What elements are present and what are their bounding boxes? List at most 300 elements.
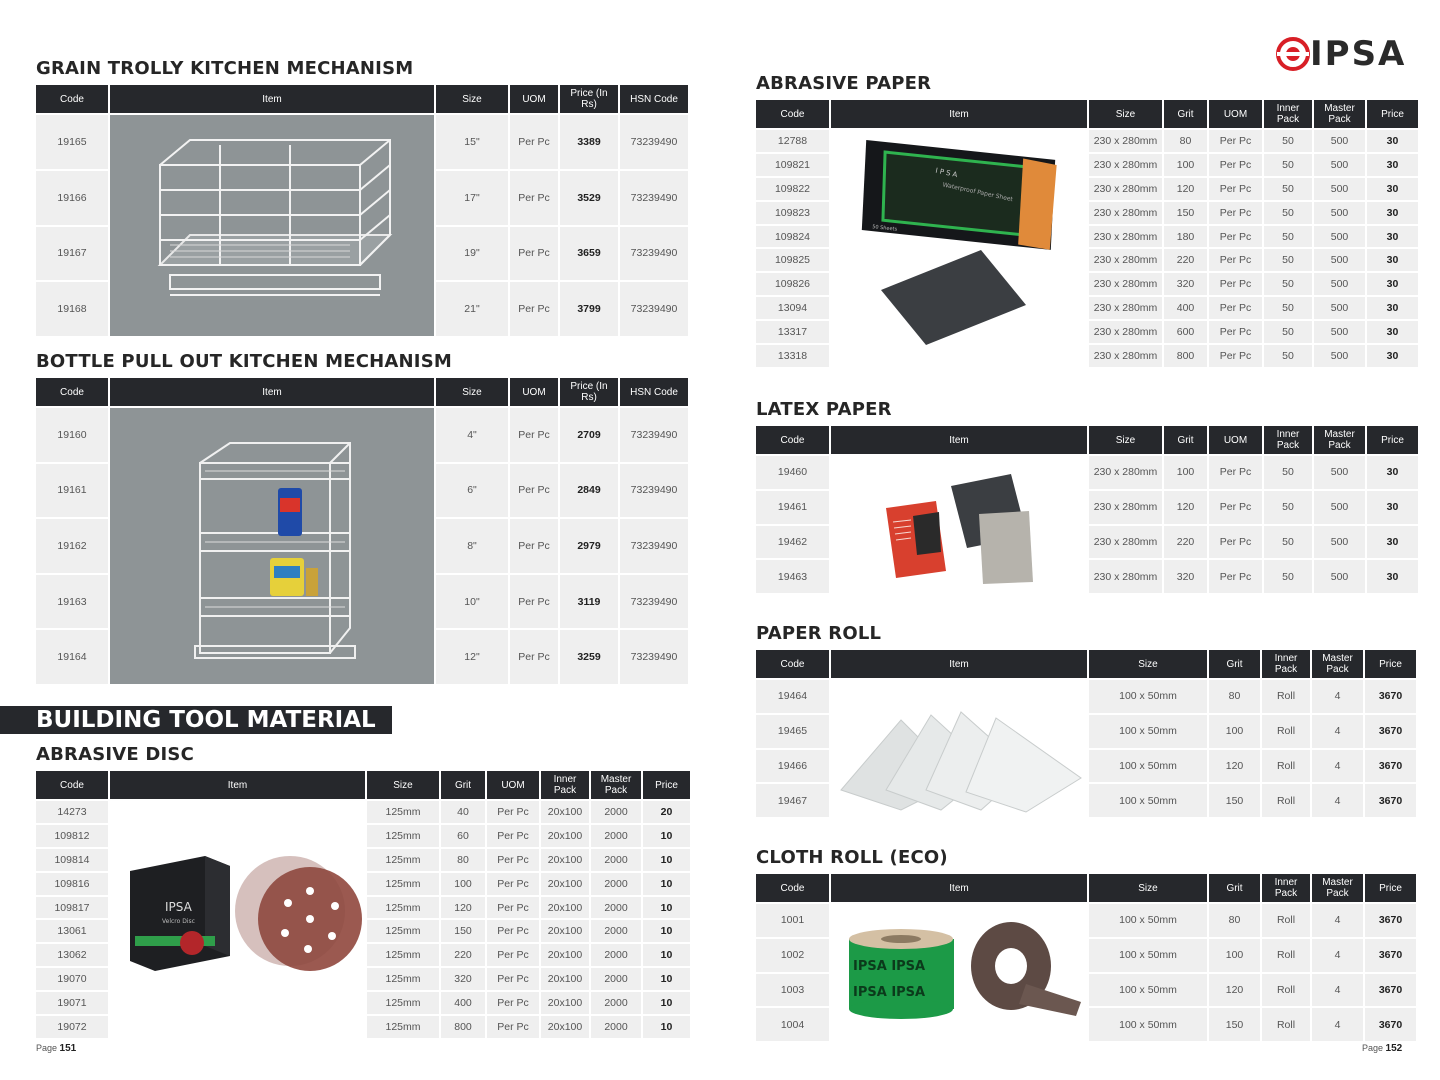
- cell-inner-pack: 20x100: [541, 801, 589, 823]
- col-header-size: Size: [1089, 100, 1162, 128]
- latex-paper-title: LATEX PAPER: [756, 399, 892, 420]
- abrasive-disc-table: [34, 769, 692, 1040]
- cell-uom: Per Pc: [1209, 526, 1262, 559]
- cell-uom: Per Pc: [510, 630, 558, 684]
- cell-grit: 400: [1164, 297, 1207, 319]
- cell-code: 13318: [756, 345, 829, 367]
- cell-code: 109824: [756, 226, 829, 248]
- cell-hsn: 73239490: [620, 519, 688, 573]
- cell-master-pack: 2000: [591, 801, 641, 823]
- cell-price: 30: [1367, 526, 1418, 559]
- cell-code: 19463: [756, 560, 829, 593]
- cell-code: 19460: [756, 456, 829, 489]
- cell-master-pack: 2000: [591, 944, 641, 966]
- col-header-code: Code: [756, 650, 829, 678]
- cell-code: 109812: [36, 825, 108, 847]
- ipsa-logo-icon: [1276, 36, 1310, 72]
- cell-master-pack: 500: [1314, 321, 1365, 343]
- cell-code: 109817: [36, 897, 108, 919]
- cell-grit: 400: [441, 992, 485, 1014]
- col-header-master-pack: Master Pack: [591, 771, 641, 799]
- cell-price: 2709: [560, 408, 618, 462]
- col-header-master-pack: Master Pack: [1314, 426, 1365, 454]
- bottle-pull-out-rack-image: [110, 408, 434, 681]
- col-header-inner-pack: Inner Pack: [1262, 650, 1310, 678]
- cell-code: 19462: [756, 526, 829, 559]
- cell-uom: Per Pc: [1209, 345, 1262, 367]
- col-header-inner-pack: Inner Pack: [541, 771, 589, 799]
- abrasive-paper-title: ABRASIVE PAPER: [756, 73, 932, 94]
- cell-size: 100 x 50mm: [1089, 715, 1207, 748]
- cell-master-pack: 2000: [591, 920, 641, 942]
- cell-inner-pack: 20x100: [541, 920, 589, 942]
- cell-grit: 80: [1209, 680, 1260, 713]
- abrasive-disc-product-image: [110, 801, 365, 1035]
- cell-hsn: 73239490: [620, 464, 688, 518]
- cell-inner-pack: 50: [1264, 456, 1312, 489]
- cell-code: 19070: [36, 968, 108, 990]
- cell-inner-pack: Roll: [1262, 939, 1310, 972]
- cell-hsn: 73239490: [620, 408, 688, 462]
- cell-uom: Per Pc: [487, 873, 539, 895]
- cell-inner-pack: Roll: [1262, 680, 1310, 713]
- cell-inner-pack: Roll: [1262, 715, 1310, 748]
- cell-uom: Per Pc: [510, 227, 558, 281]
- cell-size: 100 x 50mm: [1089, 750, 1207, 783]
- cloth-roll-table: [754, 872, 1418, 1043]
- cell-inner-pack: 20x100: [541, 849, 589, 871]
- cell-code: 109814: [36, 849, 108, 871]
- cell-code: 19465: [756, 715, 829, 748]
- cell-size: 230 x 280mm: [1089, 491, 1162, 524]
- cell-price: 30: [1367, 178, 1418, 200]
- col-header-price: Price (In Rs): [560, 378, 618, 406]
- cell-hsn: 73239490: [620, 227, 688, 281]
- cloth-roll-product-image: [831, 904, 1087, 1038]
- cell-price: 30: [1367, 130, 1418, 152]
- cell-master-pack: 4: [1312, 904, 1363, 937]
- cell-price: 30: [1367, 202, 1418, 224]
- disc-box-label: Velcro Disc: [162, 918, 195, 925]
- col-header-price: Price (In Rs): [560, 85, 618, 113]
- cell-price: 10: [643, 825, 690, 847]
- cell-code: 19160: [36, 408, 108, 462]
- grain-trolly-basket-image: [110, 115, 434, 333]
- cell-inner-pack: 50: [1264, 526, 1312, 559]
- cell-master-pack: 500: [1314, 560, 1365, 593]
- cell-grit: 100: [1209, 939, 1260, 972]
- bottle-pull-out-image: [110, 408, 434, 684]
- col-header-code: Code: [36, 85, 108, 113]
- bottle-pull-out-table: [34, 376, 690, 686]
- col-header-grit: Grit: [1209, 650, 1260, 678]
- cell-size: 10": [436, 575, 508, 629]
- cell-price: 10: [643, 968, 690, 990]
- cell-uom: Per Pc: [1209, 491, 1262, 524]
- col-header-item: Item: [831, 426, 1087, 454]
- cell-grit: 120: [1209, 750, 1260, 783]
- grain-trolly-image: [110, 115, 434, 336]
- paper-roll-image: [831, 680, 1087, 817]
- cell-grit: 120: [441, 897, 485, 919]
- cell-uom: Per Pc: [510, 575, 558, 629]
- col-header-size: Size: [436, 378, 508, 406]
- cell-size: 125mm: [367, 1016, 439, 1038]
- table-row: [756, 130, 1418, 152]
- cell-code: 19163: [36, 575, 108, 629]
- col-header-inner-pack: Inner Pack: [1264, 426, 1312, 454]
- cell-grit: 60: [441, 825, 485, 847]
- cell-uom: Per Pc: [487, 1016, 539, 1038]
- cell-grit: 100: [1164, 154, 1207, 176]
- col-header-uom: UOM: [510, 85, 558, 113]
- cell-uom: Per Pc: [1209, 297, 1262, 319]
- col-header-inner-pack: Inner Pack: [1264, 100, 1312, 128]
- grain-trolly-title: GRAIN TROLLY KITCHEN MECHANISM: [36, 58, 414, 79]
- cell-code: 14273: [36, 801, 108, 823]
- col-header-price: Price: [1367, 100, 1418, 128]
- cell-master-pack: 2000: [591, 873, 641, 895]
- paper-roll-product-image: [831, 680, 1087, 814]
- ipsa-logo-text: IPSA: [1310, 34, 1407, 74]
- cell-price: 3119: [560, 575, 618, 629]
- cell-inner-pack: 50: [1264, 226, 1312, 248]
- cell-price: 10: [643, 992, 690, 1014]
- cell-size: 230 x 280mm: [1089, 178, 1162, 200]
- col-header-item: Item: [110, 378, 434, 406]
- cell-price: 3259: [560, 630, 618, 684]
- cell-inner-pack: 50: [1264, 249, 1312, 271]
- page-label: Page: [1362, 1043, 1384, 1053]
- col-header-grit: Grit: [1164, 426, 1207, 454]
- cell-price: 20: [643, 801, 690, 823]
- cell-code: 19072: [36, 1016, 108, 1038]
- cell-inner-pack: 50: [1264, 130, 1312, 152]
- cell-inner-pack: Roll: [1262, 750, 1310, 783]
- table-row: [36, 801, 690, 823]
- cell-size: 125mm: [367, 992, 439, 1014]
- cell-master-pack: 2000: [591, 1016, 641, 1038]
- cell-master-pack: 2000: [591, 968, 641, 990]
- cell-inner-pack: 50: [1264, 178, 1312, 200]
- cell-uom: Per Pc: [487, 849, 539, 871]
- cell-master-pack: 4: [1312, 784, 1363, 817]
- col-header-size: Size: [367, 771, 439, 799]
- latex-paper-product-image: [831, 456, 1087, 590]
- abrasive-disc-image: [110, 801, 365, 1038]
- cell-grit: 320: [441, 968, 485, 990]
- cell-price: 3670: [1365, 680, 1416, 713]
- cell-master-pack: 4: [1312, 1008, 1363, 1041]
- cell-size: 230 x 280mm: [1089, 130, 1162, 152]
- cell-grit: 80: [1209, 904, 1260, 937]
- cell-grit: 150: [441, 920, 485, 942]
- cloth-roll-label-bottom: IPSA IPSA: [853, 985, 926, 1000]
- abrasive-paper-product-image: [831, 130, 1087, 364]
- cell-code: 1002: [756, 939, 829, 972]
- cell-size: 230 x 280mm: [1089, 249, 1162, 271]
- col-header-hsn: HSN Code: [620, 85, 688, 113]
- building-tool-title: BUILDING TOOL MATERIAL: [36, 707, 376, 733]
- cell-inner-pack: Roll: [1262, 784, 1310, 817]
- cell-code: 19467: [756, 784, 829, 817]
- cell-size: 100 x 50mm: [1089, 939, 1207, 972]
- col-header-price: Price: [643, 771, 690, 799]
- cell-uom: Per Pc: [1209, 178, 1262, 200]
- cell-grit: 150: [1209, 1008, 1260, 1041]
- cell-code: 1004: [756, 1008, 829, 1041]
- cell-price: 3659: [560, 227, 618, 281]
- cell-master-pack: 500: [1314, 249, 1365, 271]
- cell-price: 3670: [1365, 939, 1416, 972]
- cell-price: 30: [1367, 297, 1418, 319]
- col-header-code: Code: [756, 100, 829, 128]
- cell-hsn: 73239490: [620, 630, 688, 684]
- cell-code: 109822: [756, 178, 829, 200]
- cell-master-pack: 500: [1314, 491, 1365, 524]
- col-header-item: Item: [110, 85, 434, 113]
- cell-master-pack: 500: [1314, 202, 1365, 224]
- cell-uom: Per Pc: [487, 920, 539, 942]
- cell-master-pack: 500: [1314, 273, 1365, 295]
- cell-master-pack: 4: [1312, 715, 1363, 748]
- cell-grit: 120: [1164, 491, 1207, 524]
- disc-box-brand: IPSA: [165, 900, 192, 914]
- col-header-item: Item: [831, 100, 1087, 128]
- cell-code: 109821: [756, 154, 829, 176]
- cell-code: 19466: [756, 750, 829, 783]
- cell-uom: Per Pc: [510, 408, 558, 462]
- cell-size: 230 x 280mm: [1089, 273, 1162, 295]
- cell-code: 1001: [756, 904, 829, 937]
- cell-master-pack: 500: [1314, 226, 1365, 248]
- cell-price: 30: [1367, 226, 1418, 248]
- cell-hsn: 73239490: [620, 171, 688, 225]
- cell-size: 125mm: [367, 897, 439, 919]
- cell-size: 230 x 280mm: [1089, 560, 1162, 593]
- grain-trolly-table: [34, 83, 690, 338]
- cell-uom: Per Pc: [1209, 560, 1262, 593]
- col-header-uom: UOM: [1209, 426, 1262, 454]
- cell-uom: Per Pc: [510, 171, 558, 225]
- cell-price: 30: [1367, 154, 1418, 176]
- page-number-value: 152: [1385, 1043, 1403, 1054]
- cell-master-pack: 500: [1314, 154, 1365, 176]
- cell-inner-pack: Roll: [1262, 1008, 1310, 1041]
- cell-price: 3529: [560, 171, 618, 225]
- cell-price: 3389: [560, 115, 618, 169]
- cell-size: 100 x 50mm: [1089, 680, 1207, 713]
- col-header-code: Code: [36, 771, 108, 799]
- cell-inner-pack: 50: [1264, 273, 1312, 295]
- cell-code: 13317: [756, 321, 829, 343]
- cell-size: 125mm: [367, 825, 439, 847]
- col-header-hsn: HSN Code: [620, 378, 688, 406]
- cell-grit: 220: [1164, 526, 1207, 559]
- col-header-size: Size: [1089, 426, 1162, 454]
- col-header-item: Item: [831, 874, 1087, 902]
- paper-box-label: Waterproof Paper Sheet: [942, 181, 1014, 204]
- cell-size: 17": [436, 171, 508, 225]
- cloth-roll-label-top: IPSA IPSA: [853, 959, 926, 974]
- cell-code: 19166: [36, 171, 108, 225]
- cell-size: 230 x 280mm: [1089, 345, 1162, 367]
- cell-code: 19461: [756, 491, 829, 524]
- cell-size: 4": [436, 408, 508, 462]
- cell-uom: Per Pc: [1209, 321, 1262, 343]
- cell-size: 230 x 280mm: [1089, 202, 1162, 224]
- cell-price: 10: [643, 873, 690, 895]
- cell-hsn: 73239490: [620, 575, 688, 629]
- cell-grit: 80: [441, 849, 485, 871]
- cell-master-pack: 500: [1314, 456, 1365, 489]
- cell-price: 30: [1367, 345, 1418, 367]
- cell-code: 12788: [756, 130, 829, 152]
- cell-grit: 180: [1164, 226, 1207, 248]
- cell-grit: 220: [1164, 249, 1207, 271]
- cell-code: 13094: [756, 297, 829, 319]
- cell-grit: 40: [441, 801, 485, 823]
- cell-price: 30: [1367, 249, 1418, 271]
- page-number-value: 151: [59, 1043, 77, 1054]
- cell-price: 10: [643, 1016, 690, 1038]
- cell-size: 100 x 50mm: [1089, 904, 1207, 937]
- cell-grit: 100: [1209, 715, 1260, 748]
- cell-inner-pack: 50: [1264, 491, 1312, 524]
- cell-size: 230 x 280mm: [1089, 321, 1162, 343]
- cell-code: 19164: [36, 630, 108, 684]
- cell-uom: Per Pc: [510, 115, 558, 169]
- cell-inner-pack: 50: [1264, 297, 1312, 319]
- cell-uom: Per Pc: [510, 519, 558, 573]
- cell-size: 230 x 280mm: [1089, 297, 1162, 319]
- cell-uom: Per Pc: [487, 992, 539, 1014]
- cell-price: 10: [643, 920, 690, 942]
- paper-roll-title: PAPER ROLL: [756, 623, 882, 644]
- cloth-roll-image: [831, 904, 1087, 1041]
- cell-price: 30: [1367, 560, 1418, 593]
- cell-size: 125mm: [367, 920, 439, 942]
- cell-grit: 150: [1209, 784, 1260, 817]
- cell-grit: 220: [441, 944, 485, 966]
- col-header-price: Price: [1365, 874, 1416, 902]
- paper-box-count: 50 Sheets: [871, 224, 898, 233]
- cell-code: 13062: [36, 944, 108, 966]
- ipsa-logo: [1276, 34, 1406, 74]
- cell-price: 3670: [1365, 750, 1416, 783]
- cell-master-pack: 500: [1314, 297, 1365, 319]
- cell-code: 109823: [756, 202, 829, 224]
- col-header-uom: UOM: [510, 378, 558, 406]
- cell-grit: 800: [441, 1016, 485, 1038]
- cell-master-pack: 500: [1314, 130, 1365, 152]
- cell-master-pack: 4: [1312, 680, 1363, 713]
- col-header-size: Size: [1089, 874, 1207, 902]
- cell-inner-pack: Roll: [1262, 974, 1310, 1007]
- cell-size: 230 x 280mm: [1089, 526, 1162, 559]
- cell-inner-pack: 50: [1264, 202, 1312, 224]
- cell-code: 19162: [36, 519, 108, 573]
- abrasive-disc-title: ABRASIVE DISC: [36, 744, 195, 765]
- cell-size: 230 x 280mm: [1089, 456, 1162, 489]
- abrasive-paper-table: [754, 98, 1420, 369]
- cell-price: 3799: [560, 282, 618, 336]
- cell-uom: Per Pc: [1209, 130, 1262, 152]
- cell-code: 19168: [36, 282, 108, 336]
- cell-code: 109816: [36, 873, 108, 895]
- cell-uom: Per Pc: [1209, 226, 1262, 248]
- paper-box-brand: I P S A: [934, 166, 959, 180]
- cell-grit: 100: [441, 873, 485, 895]
- col-header-code: Code: [756, 426, 829, 454]
- cell-size: 19": [436, 227, 508, 281]
- col-header-item: Item: [110, 771, 365, 799]
- cell-size: 100 x 50mm: [1089, 1008, 1207, 1041]
- cell-master-pack: 4: [1312, 974, 1363, 1007]
- cell-inner-pack: 50: [1264, 321, 1312, 343]
- col-header-code: Code: [756, 874, 829, 902]
- cell-inner-pack: Roll: [1262, 904, 1310, 937]
- col-header-grit: Grit: [441, 771, 485, 799]
- latex-paper-table: [754, 424, 1420, 595]
- cell-price: 3670: [1365, 784, 1416, 817]
- cell-master-pack: 500: [1314, 178, 1365, 200]
- cell-uom: Per Pc: [1209, 456, 1262, 489]
- table-row: [756, 904, 1416, 937]
- table-row: [756, 680, 1416, 713]
- cell-size: 125mm: [367, 968, 439, 990]
- col-header-size: Size: [1089, 650, 1207, 678]
- page-number-right: [1362, 1043, 1402, 1054]
- cell-master-pack: 2000: [591, 825, 641, 847]
- col-header-size: Size: [436, 85, 508, 113]
- cloth-roll-title: CLOTH ROLL (ECO): [756, 847, 948, 868]
- cell-uom: Per Pc: [1209, 249, 1262, 271]
- cell-price: 30: [1367, 491, 1418, 524]
- cell-inner-pack: 20x100: [541, 968, 589, 990]
- cell-master-pack: 2000: [591, 992, 641, 1014]
- cell-size: 125mm: [367, 849, 439, 871]
- cell-price: 10: [643, 897, 690, 919]
- table-row: [756, 456, 1418, 489]
- cell-grit: 80: [1164, 130, 1207, 152]
- latex-paper-image: [831, 456, 1087, 593]
- col-header-uom: UOM: [487, 771, 539, 799]
- cell-code: 19161: [36, 464, 108, 518]
- cell-price: 10: [643, 944, 690, 966]
- cell-size: 15": [436, 115, 508, 169]
- cell-size: 100 x 50mm: [1089, 784, 1207, 817]
- cell-price: 30: [1367, 273, 1418, 295]
- cell-code: 109826: [756, 273, 829, 295]
- cell-size: 21": [436, 282, 508, 336]
- cell-code: 19071: [36, 992, 108, 1014]
- cell-hsn: 73239490: [620, 115, 688, 169]
- cell-price: 30: [1367, 321, 1418, 343]
- cell-size: 125mm: [367, 801, 439, 823]
- cell-grit: 120: [1209, 974, 1260, 1007]
- col-header-grit: Grit: [1164, 100, 1207, 128]
- page-number-left: [36, 1043, 76, 1054]
- cell-code: 19464: [756, 680, 829, 713]
- cell-size: 6": [436, 464, 508, 518]
- cell-price: 3670: [1365, 904, 1416, 937]
- cell-hsn: 73239490: [620, 282, 688, 336]
- cell-uom: Per Pc: [510, 282, 558, 336]
- cell-grit: 320: [1164, 273, 1207, 295]
- cell-uom: Per Pc: [1209, 273, 1262, 295]
- cell-grit: 120: [1164, 178, 1207, 200]
